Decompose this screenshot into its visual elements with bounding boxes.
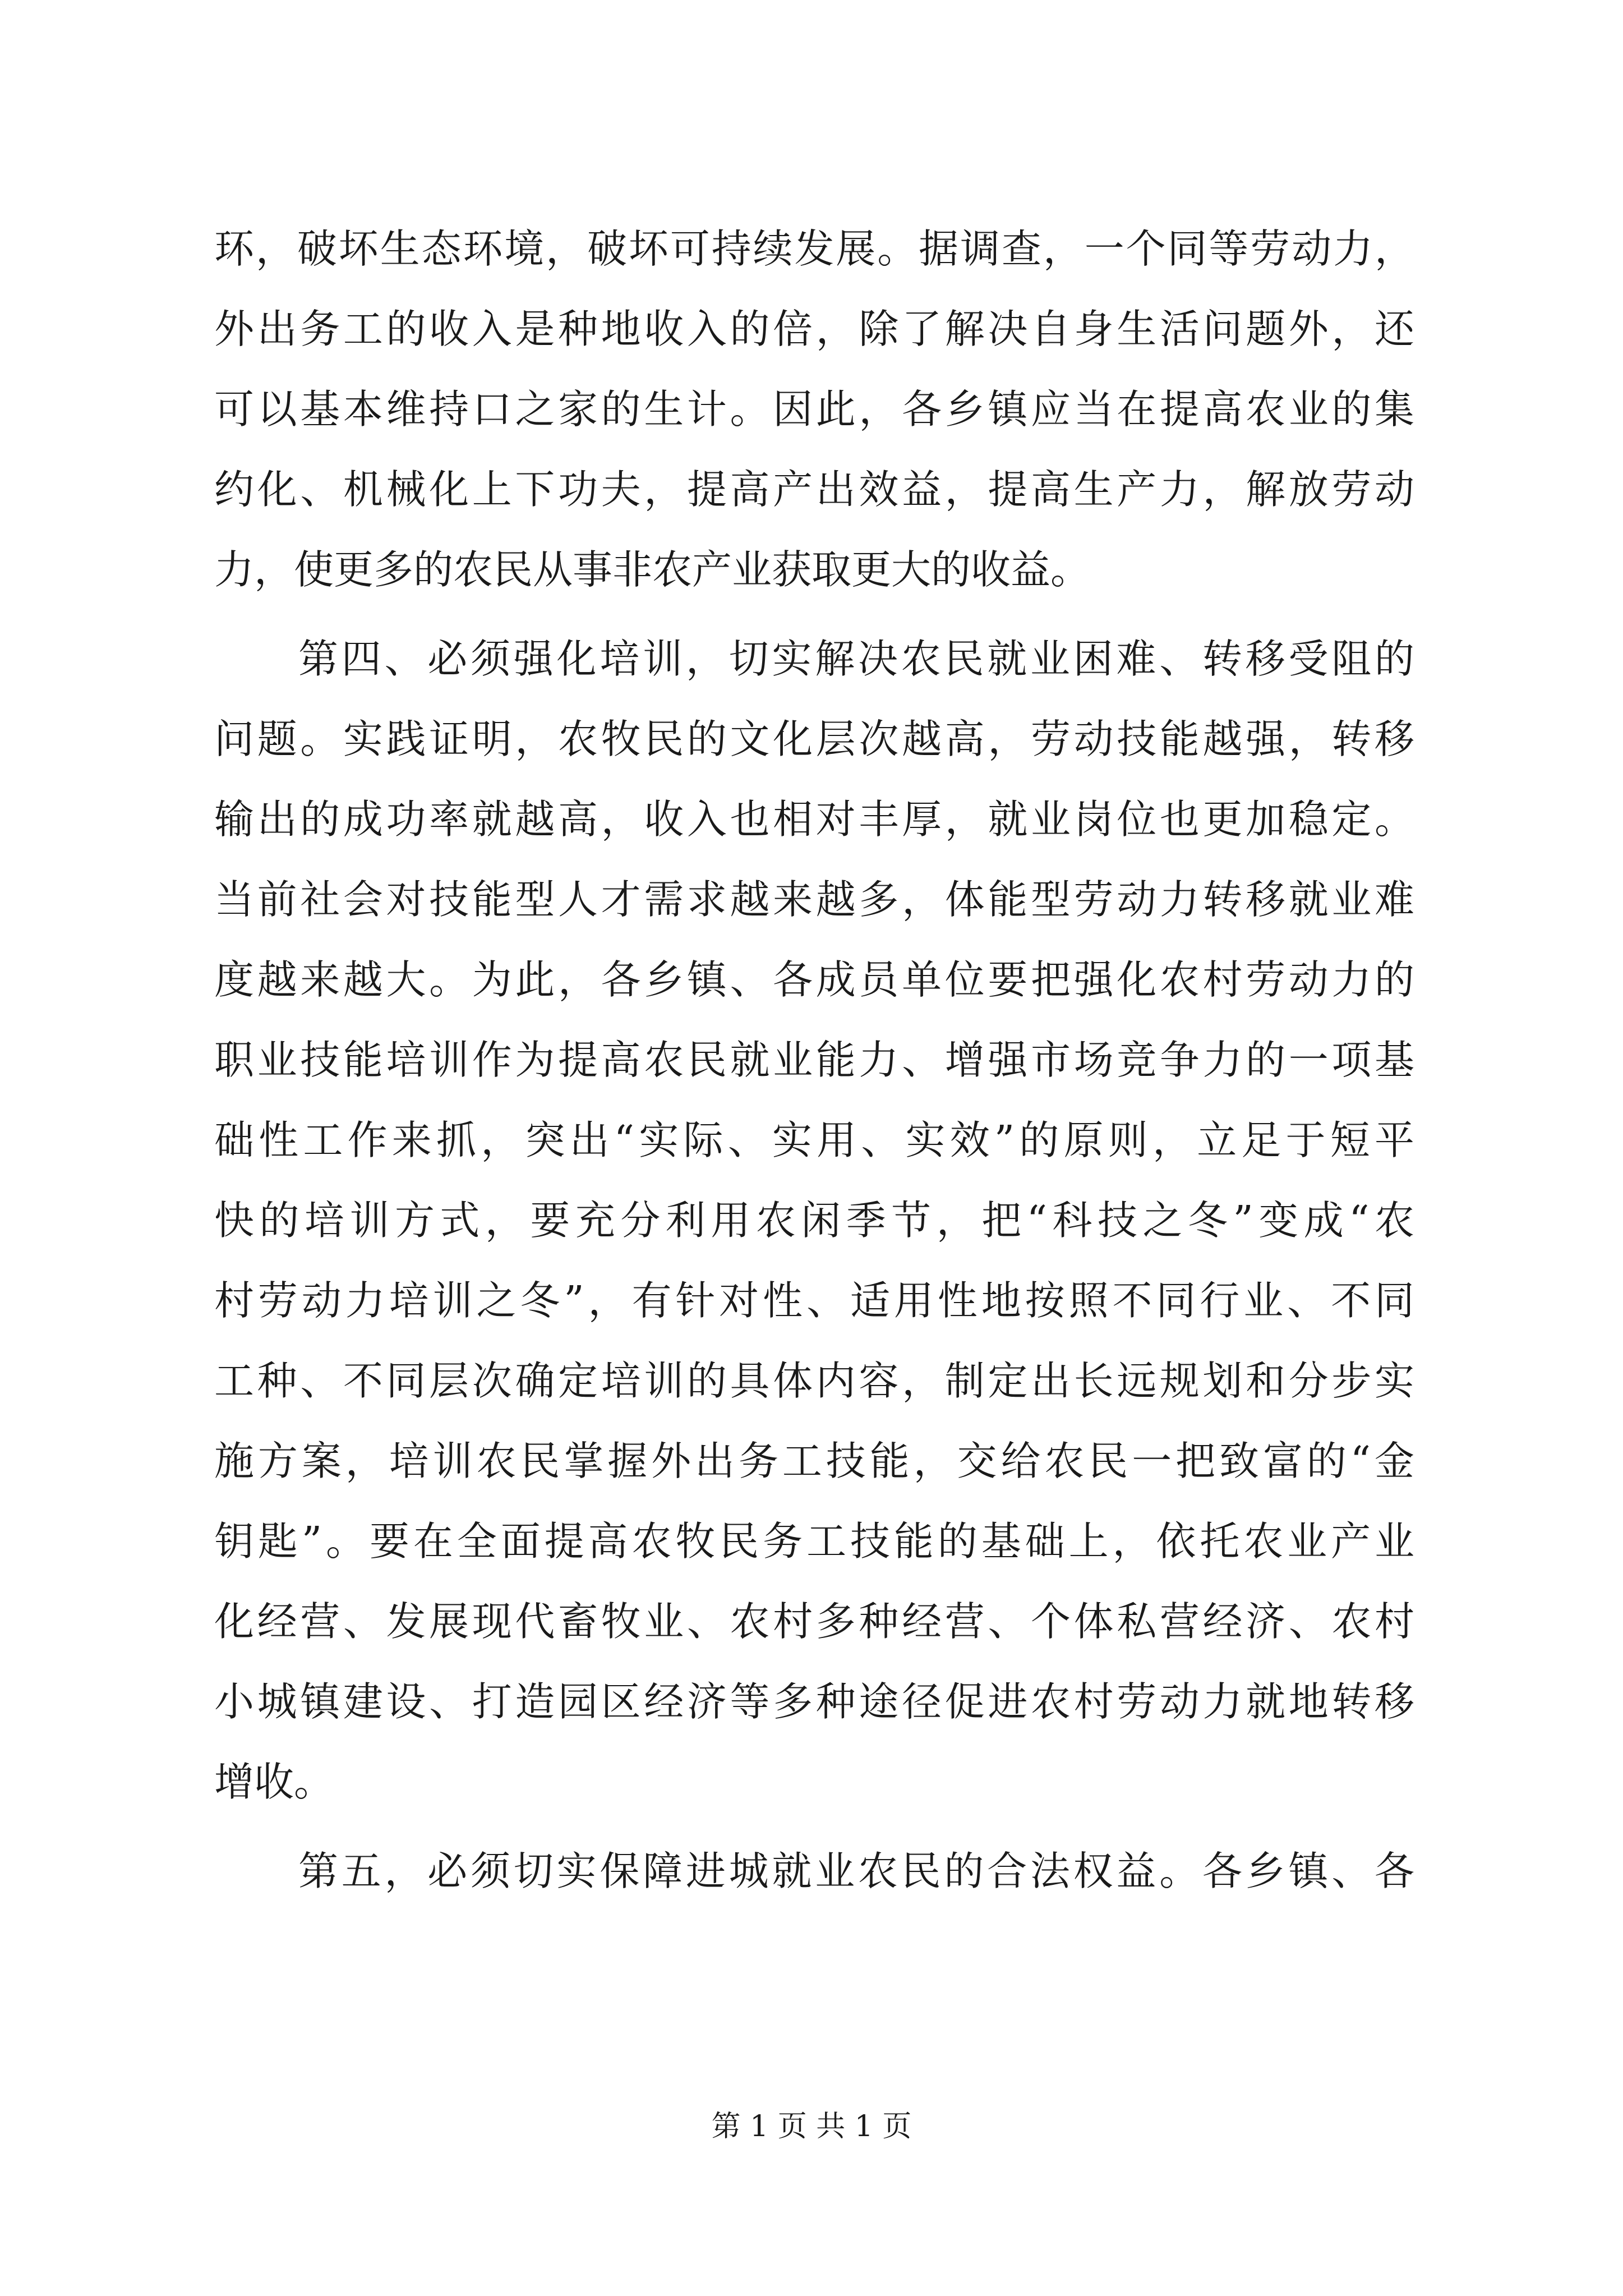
text-line: 化经营、发展现代畜牧业、农村多种经营、个体私营经济、农村 xyxy=(214,1598,1414,1645)
text-line: 村劳动力培训之冬”，有针对性、适用性地按照不同行业、不同 xyxy=(214,1277,1414,1324)
text-line: 小城镇建设、打造园区经济等多种途径促进农村劳动力就地转移 xyxy=(214,1678,1414,1725)
paragraph-2 xyxy=(214,619,1414,1822)
body-text xyxy=(214,209,1414,1911)
text-line: 增收。 xyxy=(214,1759,334,1805)
page-footer: 第 1 页 共 1 页 xyxy=(711,2110,912,2143)
text-line: 问题。实践证明，农牧民的文化层次越高，劳动技能越强，转移 xyxy=(214,716,1414,762)
text-line: 当前社会对技能型人才需求越来越多，体能型劳动力转移就业难 xyxy=(214,876,1414,923)
paragraph-spacer xyxy=(214,1822,1414,1831)
paragraph-spacer xyxy=(214,610,1414,619)
text-line: 钥匙”。要在全面提高农牧民务工技能的基础上，依托农业产业 xyxy=(214,1518,1414,1565)
text-line: 外出务工的收入是种地收入的倍，除了解决自身生活问题外，还 xyxy=(214,306,1414,352)
text-line: 第四、必须强化培训，切实解决农民就业困难、转移受阻的 xyxy=(298,636,1414,682)
text-line: 度越来越大。为此，各乡镇、各成员单位要把强化农村劳动力的 xyxy=(214,956,1414,1003)
text-line: 第五，必须切实保障进城就业农民的合法权益。各乡镇、各 xyxy=(298,1848,1414,1894)
text-line: 力，使更多的农民从事非农产业获取更大的收益。 xyxy=(214,546,1091,593)
text-line: 快的培训方式，要充分利用农闲季节，把“科技之冬”变成“农 xyxy=(214,1197,1414,1244)
text-line: 约化、机械化上下功夫，提高产出效益，提高生产力，解放劳动 xyxy=(214,466,1414,513)
text-line: 可以基本维持口之家的生计。因此，各乡镇应当在提高农业的集 xyxy=(214,386,1414,432)
text-line: 础性工作来抓，突出“实际、实用、实效”的原则，立足于短平 xyxy=(214,1117,1414,1163)
text-line: 环，破坏生态环境，破坏可持续发展。据调查，一个同等劳动力， xyxy=(214,226,1414,272)
paragraph-1 xyxy=(214,209,1414,610)
text-line: 输出的成功率就越高，收入也相对丰厚，就业岗位也更加稳定。 xyxy=(214,796,1414,843)
text-line: 施方案，培训农民掌握外出务工技能，交给农民一把致富的“金 xyxy=(214,1438,1414,1484)
text-line: 工种、不同层次确定培训的具体内容，制定出长远规划和分步实 xyxy=(214,1358,1414,1404)
paragraph-3 xyxy=(214,1831,1414,1911)
text-line: 职业技能培训作为提高农民就业能力、增强市场竞争力的一项基 xyxy=(214,1037,1414,1083)
